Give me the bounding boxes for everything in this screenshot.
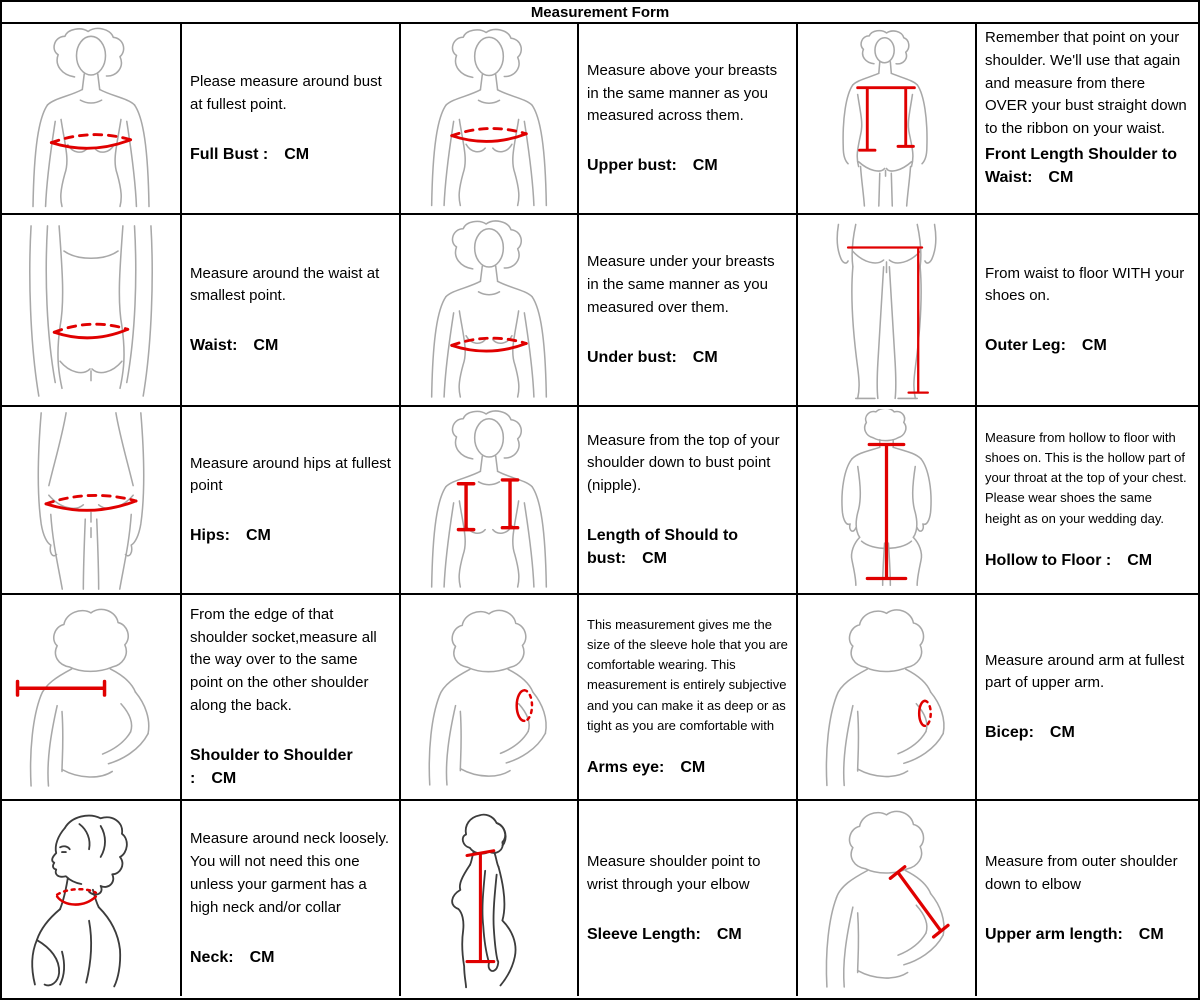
measurement-label-row xyxy=(190,524,391,547)
measurement-label: Length of Should to bust: xyxy=(587,527,739,568)
upper-bust-figure xyxy=(403,26,575,211)
cell-front-length-figure xyxy=(798,24,977,215)
measurement-description: Measure shoulder point to wrist through your elbow xyxy=(587,853,761,893)
cell-under-bust-text xyxy=(579,215,798,407)
measurement-label-row xyxy=(190,143,391,166)
measurement-description: Please measure around bust at fullest point. xyxy=(190,73,382,113)
measurement-label: Upper arm length: xyxy=(985,925,1123,943)
shoulder-to-bust-figure xyxy=(403,409,575,591)
upper-arm-length-figure xyxy=(800,803,973,994)
measurement-label: Hips: xyxy=(190,527,230,545)
measurement-unit: CM xyxy=(642,550,667,568)
measurement-unit: CM xyxy=(246,527,271,545)
cell-shoulder-to-bust-text xyxy=(579,407,798,595)
measurement-label: Hollow to Floor : xyxy=(985,551,1112,569)
measurement-label-row xyxy=(190,334,391,357)
cell-hollow-to-floor-text xyxy=(977,407,1198,595)
cell-upper-arm-length-figure xyxy=(798,801,977,996)
cell-under-bust-figure xyxy=(401,215,579,407)
sleeve-length-figure xyxy=(403,803,575,994)
cell-shoulder-to-bust-figure xyxy=(401,407,579,595)
cell-neck-figure xyxy=(2,801,182,996)
measurement-unit: CM xyxy=(1127,551,1153,569)
cell-sleeve-length-text xyxy=(579,801,798,996)
cell-outer-leg-text xyxy=(977,215,1198,407)
cell-shoulder-to-shoulder-figure xyxy=(2,595,182,801)
measurement-unit: CM xyxy=(1048,169,1074,187)
arms-eye-figure xyxy=(403,597,575,797)
cell-full-bust-text xyxy=(182,24,401,215)
cell-sleeve-length-figure xyxy=(401,801,579,996)
cell-waist-text xyxy=(182,215,401,407)
neck-figure xyxy=(4,803,178,994)
cell-waist-figure xyxy=(2,215,182,407)
measurement-label-row xyxy=(587,756,788,779)
cell-full-bust-figure xyxy=(2,24,182,215)
measurement-unit: CM xyxy=(692,157,718,175)
measurement-unit: CM xyxy=(716,925,742,943)
measurement-label: Neck: xyxy=(190,948,234,966)
cell-hips-figure xyxy=(2,407,182,595)
measurement-description: Measure around the waist at smallest point. xyxy=(190,264,380,305)
cell-front-length-text xyxy=(977,24,1198,215)
measurement-label: Sleeve Length: xyxy=(587,925,701,943)
measurement-label: Bicep: xyxy=(985,724,1034,742)
cell-upper-arm-length-text xyxy=(977,801,1198,996)
cell-bicep-figure xyxy=(798,595,977,801)
under-bust-figure xyxy=(403,217,575,403)
waist-figure xyxy=(4,217,178,403)
measurement-label: Under bust: xyxy=(587,348,677,366)
measurement-unit: CM xyxy=(1081,337,1107,355)
measurement-unit: CM xyxy=(253,337,279,355)
cell-shoulder-to-shoulder-text xyxy=(182,595,401,801)
measurement-label-row xyxy=(985,923,1190,946)
measurement-description: From the edge of that shoulder socket,measure all the way over to the same point on the other shoulder along the back. xyxy=(190,605,377,714)
measurement-label-row xyxy=(587,923,788,946)
measurement-table xyxy=(2,24,1198,996)
measurement-description: Measure from the top of your shoulder down to bust point (nipple). xyxy=(587,431,780,495)
measurement-label-row xyxy=(190,946,391,969)
measurement-description: Measure from hollow to floor with shoes on. This is the hollow part of your throat at the top of your chest. Please wear shoes the same height as on your wedding day. xyxy=(985,430,1187,526)
measurement-unit: CM xyxy=(249,948,275,966)
measurement-description: Measure around arm at fullest part of upper arm. xyxy=(985,651,1185,692)
measurement-description: Measure under your breasts in the same manner as you measured over them. xyxy=(587,253,775,316)
measurement-description: This measurement gives me the size of the sleeve hole that you are comfortable wearing. This measurement is entirely subjective and you can make it as deep or as tight as you are comfortable with xyxy=(587,616,788,733)
measurement-label-row xyxy=(985,721,1190,744)
front-length-shoulder-to-waist-figure xyxy=(800,26,973,211)
measurement-unit: CM xyxy=(1049,724,1075,742)
measurement-label: Arms eye: xyxy=(587,758,665,776)
outer-leg-figure xyxy=(800,217,973,403)
measurement-label: Full Bust : xyxy=(190,145,269,163)
measurement-label-row xyxy=(985,143,1190,189)
measurement-label-row xyxy=(985,334,1190,357)
page-title: Measurement Form xyxy=(2,2,1198,24)
hips-figure xyxy=(4,409,178,591)
full-bust-figure xyxy=(4,26,178,211)
cell-arms-eye-figure xyxy=(401,595,579,801)
measurement-label-row xyxy=(985,549,1190,572)
measurement-description: Measure above your breasts in the same manner as you measured across them. xyxy=(587,61,778,125)
measurement-label: Front Length Shoulder to Waist: xyxy=(985,145,1177,187)
measurement-unit: CM xyxy=(692,348,718,366)
measurement-label-row xyxy=(587,524,788,570)
cell-outer-leg-figure xyxy=(798,215,977,407)
bicep-figure xyxy=(800,597,973,797)
measurement-unit: CM xyxy=(284,145,310,163)
measurement-unit: CM xyxy=(680,758,706,776)
measurement-label: Upper bust: xyxy=(587,157,677,175)
measurement-label: Shoulder to Shoulder : xyxy=(190,746,353,787)
measurement-label-row xyxy=(190,744,391,790)
measurement-label-row xyxy=(587,154,788,177)
cell-neck-text xyxy=(182,801,401,996)
hollow-to-floor-figure xyxy=(800,409,973,591)
measurement-label-row xyxy=(587,346,788,369)
measurement-description: Remember that point on your shoulder. We'll use that again and measure from there OVER your bust straight down to the ribbon on your waist. xyxy=(985,29,1187,138)
measurement-description: From waist to floor WITH your shoes on. xyxy=(985,264,1185,305)
cell-hips-text xyxy=(182,407,401,595)
measurement-unit: CM xyxy=(1138,925,1164,943)
cell-hollow-to-floor-figure xyxy=(798,407,977,595)
measurement-description: Measure around hips at fullest point xyxy=(190,454,391,495)
shoulder-to-shoulder-figure xyxy=(4,597,178,797)
cell-upper-bust-text xyxy=(579,24,798,215)
measurement-unit: CM xyxy=(211,769,237,787)
measurement-label: Outer Leg: xyxy=(985,337,1066,355)
cell-upper-bust-figure xyxy=(401,24,579,215)
cell-arms-eye-text xyxy=(579,595,798,801)
cell-bicep-text xyxy=(977,595,1198,801)
measurement-description: Measure from outer shoulder down to elbow xyxy=(985,853,1178,893)
measurement-label: Waist: xyxy=(190,337,238,355)
measurement-description: Measure around neck loosely. You will not need this one unless your garment has a high neck and/or collar xyxy=(190,830,389,916)
